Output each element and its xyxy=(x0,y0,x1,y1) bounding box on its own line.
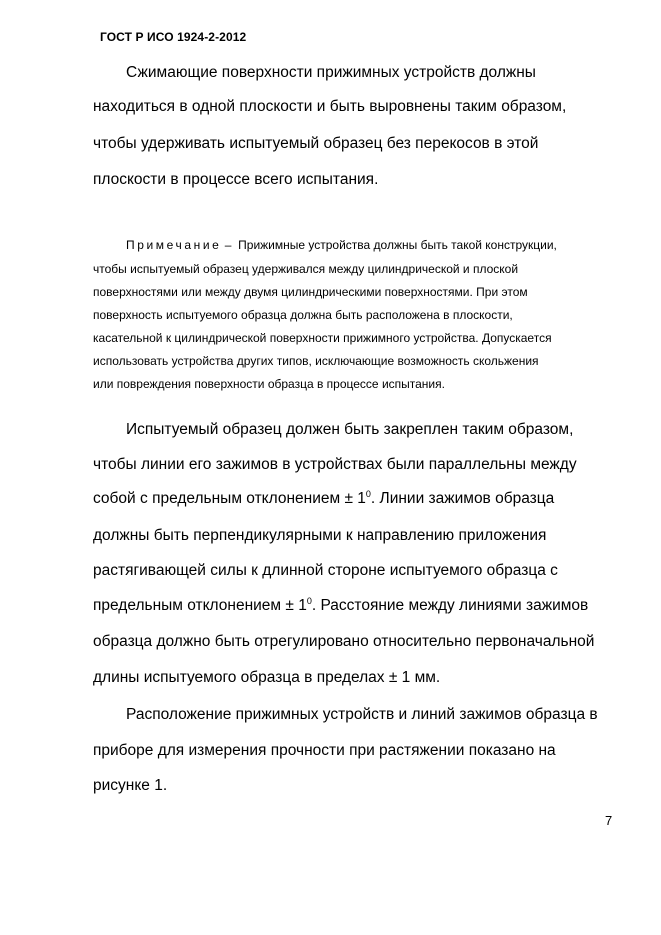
paragraph-line: образца должно быть отрегулировано относительно первоначальной xyxy=(93,633,595,650)
text-segment: предельным отклонением ± 1 xyxy=(93,597,307,614)
note-dash: – xyxy=(221,238,232,252)
paragraph-line: чтобы линии его зажимов в устройствах были параллельны между xyxy=(93,456,577,473)
paragraph-line: рисунке 1. xyxy=(93,777,168,794)
paragraph-line: Расположение прижимных устройств и линий зажимов образца в xyxy=(126,706,598,723)
note-line: или повреждения поверхности образца в процессе испытания. xyxy=(93,377,445,391)
note-line: чтобы испытуемый образец удерживался между цилиндрической и плоской xyxy=(93,262,519,276)
paragraph-line: находиться в одной плоскости и быть выровнены таким образом, xyxy=(93,98,567,115)
document-header: ГОСТ Р ИСО 1924-2-2012 xyxy=(100,30,247,44)
note-line: использовать устройства других типов, исключающие возможность скольжения xyxy=(93,354,539,368)
note-line: поверхность испытуемого образца должна быть расположена в плоскости, xyxy=(93,308,513,322)
paragraph-line: плоскости в процессе всего испытания. xyxy=(93,171,379,188)
note-first-line xyxy=(126,238,557,252)
note-label: Примечание xyxy=(126,238,222,252)
note-line: Прижимные устройства должны быть такой конструкции, xyxy=(238,238,557,252)
degree-superscript: 0 xyxy=(365,489,371,499)
paragraph-line: длины испытуемого образца в пределах ± 1 мм. xyxy=(93,669,441,686)
text-segment: собой с предельным отклонением ± 1 xyxy=(93,490,366,507)
paragraph-line: Сжимающие поверхности прижимных устройств должны xyxy=(126,64,536,81)
paragraph-line: растягивающей силы к длинной стороне испытуемого образца с xyxy=(93,562,558,579)
page-number: 7 xyxy=(605,813,613,828)
paragraph-line: Испытуемый образец должен быть закреплен таким образом, xyxy=(126,421,574,438)
paragraph-line-with-degree xyxy=(93,490,554,508)
paragraph-line: приборе для измерения прочности при растяжении показано на xyxy=(93,742,556,759)
note-line: поверхностями или между двумя цилиндрическими поверхностями. При этом xyxy=(93,285,528,299)
paragraph-line: должны быть перпендикулярными к направлению приложения xyxy=(93,527,547,544)
note-line: касательной к цилиндрической поверхности прижимного устройства. Допускается xyxy=(93,331,552,345)
text-segment: . Расстояние между линиями зажимов xyxy=(311,597,589,614)
text-segment: . Линии зажимов образца xyxy=(370,490,555,507)
paragraph-line-with-degree xyxy=(93,597,588,615)
degree-superscript: 0 xyxy=(306,596,312,606)
paragraph-line: чтобы удерживать испытуемый образец без перекосов в этой xyxy=(93,135,539,152)
